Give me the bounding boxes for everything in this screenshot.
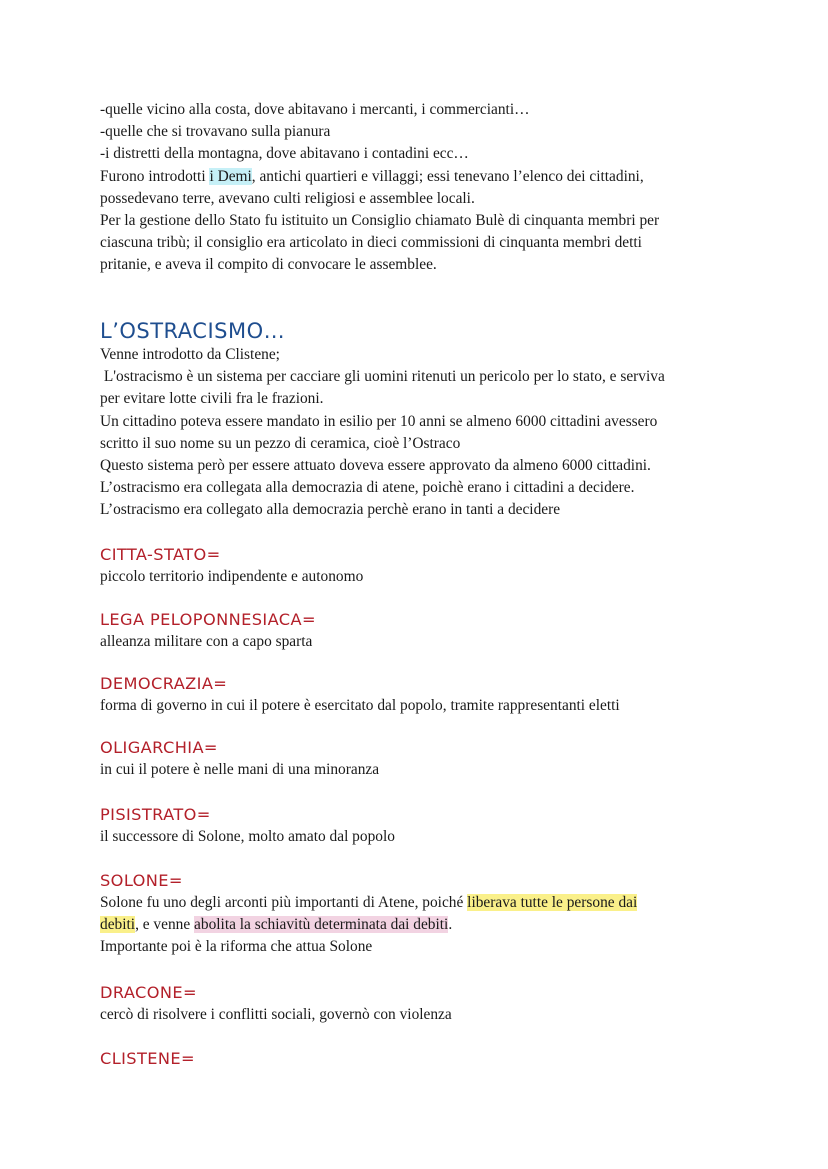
term-title: PISISTRATO=	[100, 805, 211, 824]
term-pisistrato	[100, 804, 740, 848]
solone-text: , e venne	[135, 916, 195, 934]
solone-highlight-yellow: debiti	[100, 916, 136, 934]
intro-section	[100, 99, 740, 277]
intro-line: -quelle vicino alla costa, dove abitavano i mercanti, i commercianti…	[100, 101, 530, 118]
solone-line-3: Importante poi è la riforma che attua Solone	[100, 938, 373, 956]
term-title: OLIGARCHIA=	[100, 738, 218, 757]
ostracismo-line: Un cittadino poteva essere mandato in esilio per 10 anni se almeno 6000 cittadini avessero	[100, 412, 658, 430]
ostracismo-line: Questo sistema però per essere attuato doveva essere approvato da almeno 6000 cittadini.	[100, 457, 651, 475]
solone-text: Solone fu uno degli arconti più importanti di Atene, poiché	[100, 894, 468, 911]
ostracismo-line: Venne introdotto da Clistene;	[100, 346, 280, 363]
ostracismo-heading: L’OSTRACISMO…	[100, 319, 286, 343]
term-lega-peloponnesiaca	[100, 609, 740, 653]
term-title: LEGA PELOPONNESIACA=	[100, 610, 316, 629]
ostracismo-line: scritto il suo nome su un pezzo di ceramica, cioè l’Ostraco	[100, 434, 461, 452]
term-definition: in cui il potere è nelle mani di una minoranza	[100, 761, 380, 778]
term-title: CLISTENE=	[100, 1049, 195, 1068]
term-title: DRACONE=	[100, 983, 197, 1002]
demi-highlight: i Demi	[209, 167, 252, 185]
ostracismo-line: per evitare lotte civili fra le frazioni.	[100, 390, 324, 408]
solone-highlight-pink: abolita la schiavitù determinata dai debiti	[194, 916, 449, 934]
term-democrazia	[100, 673, 740, 717]
term-citta-stato	[100, 544, 740, 588]
term-title: CITTA-STATO=	[100, 545, 221, 564]
demi-text-before: Furono introdotti	[100, 167, 210, 185]
term-oligarchia	[100, 737, 740, 781]
demi-line	[100, 166, 740, 188]
solone-text: .	[448, 916, 453, 934]
intro-line: Per la gestione dello Stato fu istituito un Consiglio chiamato Bulè di cinquanta membri per	[100, 212, 660, 230]
intro-line: possedevano terre, avevano culti religiosi e assemblee locali.	[100, 189, 475, 207]
term-definition: cercò di risolvere i conflitti sociali, governò con violenza	[100, 1006, 452, 1023]
solone-line-2	[100, 914, 740, 936]
term-definition: alleanza militare con a capo sparta	[100, 633, 313, 650]
intro-line: -i distretti della montagna, dove abitavano i contadini ecc…	[100, 145, 469, 163]
term-solone	[100, 870, 740, 959]
term-dracone	[100, 982, 740, 1026]
ostracismo-line: L’ostracismo era collegato alla democrazia perchè erano in tanti a decidere	[100, 501, 561, 519]
intro-line: ciascuna tribù; il consiglio era articolato in dieci commissioni di cinquanta membri detti	[100, 234, 642, 252]
intro-line: pritanie, e aveva il compito di convocare le assemblee.	[100, 256, 437, 274]
term-title: DEMOCRAZIA=	[100, 674, 228, 693]
term-definition: forma di governo in cui il potere è esercitato dal popolo, tramite rappresentanti eletti	[100, 697, 620, 714]
term-clistene	[100, 1048, 740, 1070]
ostracismo-line: L’ostracismo era collegata alla democrazia di atene, poichè erano i cittadini a decidere.	[100, 479, 635, 497]
term-definition: il successore di Solone, molto amato dal popolo	[100, 828, 395, 845]
term-title: SOLONE=	[100, 871, 183, 890]
solone-highlight-yellow: liberava tutte le persone dai	[467, 894, 638, 911]
ostracismo-section	[100, 318, 740, 522]
term-definition: piccolo territorio indipendente e autonomo	[100, 568, 364, 585]
intro-line: -quelle che si trovavano sulla pianura	[100, 123, 331, 141]
ostracismo-line: L'ostracismo è un sistema per cacciare gli uomini ritenuti un pericolo per lo stato, e serviva	[100, 368, 665, 386]
solone-line-1	[100, 892, 740, 914]
demi-text-after: , antichi quartieri e villaggi; essi tenevano l’elenco dei cittadini,	[251, 167, 644, 185]
